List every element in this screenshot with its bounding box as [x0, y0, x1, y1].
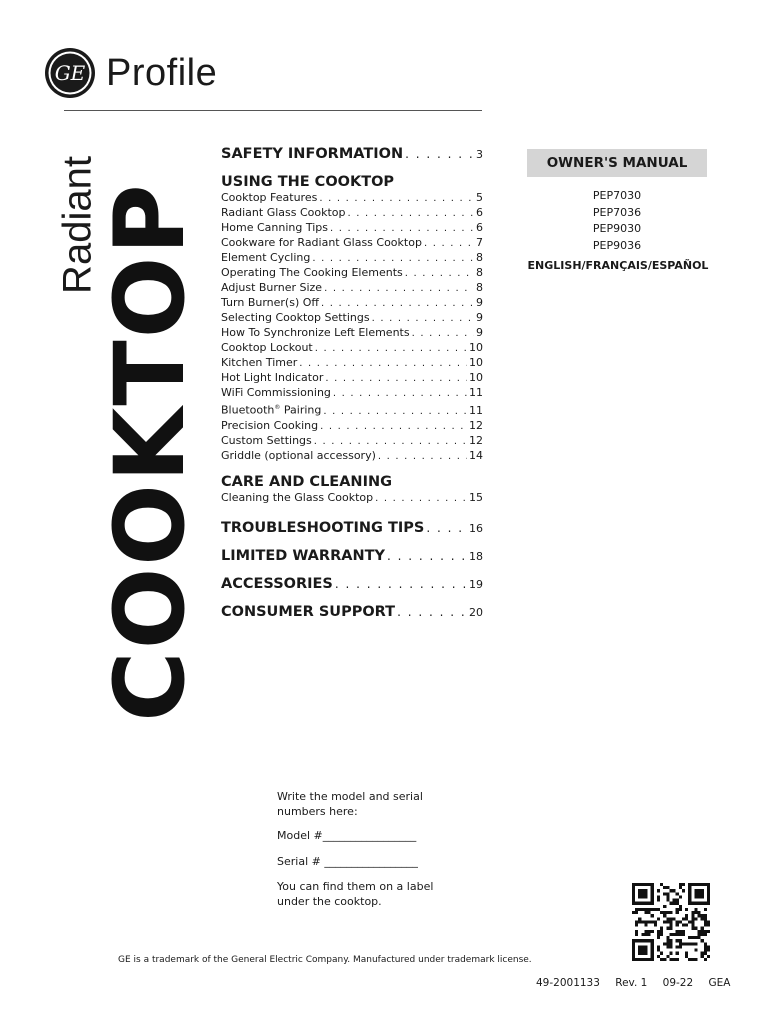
languages-label: ENGLISH/FRANÇAIS/ESPAÑOL: [527, 259, 709, 272]
registered-mark: ®: [274, 404, 281, 411]
toc-entry-label: Radiant Glass Cooktop: [221, 206, 346, 219]
toc-entry[interactable]: [221, 266, 483, 281]
toc-support[interactable]: [221, 604, 483, 620]
toc-page-number: 10: [469, 341, 483, 354]
qr-code-icon: [632, 883, 710, 961]
toc-page-number: 10: [469, 371, 483, 384]
leader-dots: [312, 252, 474, 266]
toc-entry[interactable]: [221, 281, 483, 296]
leader-dots: [405, 147, 474, 161]
serial-field: Serial # _________________: [277, 854, 418, 868]
note-instruction: Write the model and serial numbers here:: [277, 790, 423, 818]
toc-entry-label: WiFi Commissioning: [221, 386, 331, 399]
leader-dots: [330, 222, 474, 236]
toc-page-number: 14: [469, 448, 483, 462]
toc-page-number: 6: [476, 206, 483, 219]
toc-entry[interactable]: [221, 251, 483, 266]
toc-page-number: 8: [476, 266, 483, 279]
toc-entry[interactable]: [221, 311, 483, 326]
toc-page-number: 7: [476, 236, 483, 249]
toc-using: [221, 174, 483, 464]
cooktop-label: COOKTOP: [94, 182, 206, 722]
owners-manual-label: OWNER'S MANUAL: [527, 149, 707, 177]
toc-entry-label: Cookware for Radiant Glass Cooktop: [221, 236, 422, 249]
leader-dots: [321, 297, 474, 311]
serial-number-note: [277, 790, 507, 909]
toc-entry-label: Kitchen Timer: [221, 356, 298, 369]
toc-entry[interactable]: [221, 449, 483, 464]
toc-page-number: 9: [476, 296, 483, 309]
leader-dots: [397, 605, 467, 619]
table-of-contents: [221, 146, 483, 620]
toc-page-number: 5: [476, 191, 483, 204]
toc-page-number: 16: [469, 521, 483, 535]
toc-section-title: ACCESSORIES: [221, 575, 333, 592]
model-number: PEP7030: [592, 189, 642, 202]
toc-entry[interactable]: [221, 401, 483, 419]
toc-page-number: 11: [469, 403, 483, 417]
toc-page-number: 12: [469, 433, 483, 447]
toc-page-number: 20: [469, 605, 483, 619]
leader-dots: [314, 435, 467, 449]
leader-dots: [378, 450, 467, 464]
note-hint: You can find them on a label under the cooktop.: [277, 880, 434, 908]
header-divider: [64, 110, 482, 111]
leader-dots: [375, 492, 467, 506]
toc-page-number: 3: [476, 148, 483, 161]
leader-dots: [426, 521, 467, 535]
brand-name: Profile: [106, 51, 218, 94]
toc-section-title: TROUBLESHOOTING TIPS: [221, 519, 425, 536]
toc-page-number: 9: [476, 326, 483, 339]
toc-care: [221, 474, 483, 506]
toc-page-number: 19: [469, 577, 483, 591]
leader-dots: [315, 342, 467, 356]
toc-entry[interactable]: [221, 191, 483, 206]
toc-entry[interactable]: [221, 221, 483, 236]
leader-dots: [348, 207, 474, 221]
toc-entry-label: Hot Light Indicator: [221, 371, 324, 384]
toc-entry[interactable]: [221, 419, 483, 434]
toc-entry-label: [221, 401, 321, 418]
leader-dots: [324, 282, 474, 296]
toc-page-number: 8: [476, 281, 483, 294]
toc-entry[interactable]: [221, 371, 483, 386]
leader-dots: [405, 267, 474, 281]
toc-entry-label: How To Synchronize Left Elements: [221, 326, 410, 339]
toc-page-number: 6: [476, 221, 483, 234]
toc-entry-label: Cooktop Lockout: [221, 341, 313, 354]
leader-dots: [372, 312, 474, 326]
toc-page-number: 11: [469, 386, 483, 399]
toc-entry-label: Griddle (optional accessory): [221, 448, 376, 462]
toc-section-title: LIMITED WARRANTY: [221, 547, 385, 564]
model-number: PEP9036: [592, 238, 642, 252]
toc-entry[interactable]: [221, 296, 483, 311]
toc-entry-label: Cleaning the Glass Cooktop: [221, 490, 374, 504]
toc-entry[interactable]: [221, 356, 483, 371]
toc-entry[interactable]: [221, 434, 483, 449]
toc-page-number: 9: [476, 311, 483, 324]
toc-entry-label: Adjust Burner Size: [221, 281, 323, 294]
document-info: [536, 977, 730, 989]
model-number: PEP7036: [592, 205, 642, 219]
toc-entry[interactable]: [221, 341, 483, 356]
leader-dots: [319, 192, 474, 206]
toc-entry[interactable]: [221, 206, 483, 221]
date-code: 09-22: [662, 977, 694, 989]
brand-header: [44, 46, 217, 100]
toc-section-title[interactable]: CARE AND CLEANING: [221, 473, 392, 490]
radiant-label: Radiant: [55, 156, 100, 294]
toc-accessories[interactable]: [221, 576, 483, 592]
toc-entry[interactable]: [221, 491, 483, 506]
toc-entry-label: Turn Burner(s) Off: [221, 296, 319, 309]
toc-entry[interactable]: [221, 236, 483, 251]
leader-dots: [335, 577, 467, 591]
leader-dots: [299, 357, 467, 371]
leader-dots: [424, 237, 474, 251]
toc-entry-label: Custom Settings: [221, 433, 312, 447]
toc-entry-label: Cooktop Features: [221, 191, 318, 204]
toc-entry-label: Precision Cooking: [221, 418, 319, 432]
company-code: GEA: [708, 977, 731, 989]
leader-dots: [320, 420, 467, 434]
toc-entry-label-part: Bluetooth: [221, 403, 275, 417]
toc-section-title: CONSUMER SUPPORT: [221, 603, 396, 620]
toc-entry-label: Element Cycling: [221, 251, 311, 264]
svg-text:GE: GE: [54, 61, 86, 85]
model-list: [527, 188, 707, 254]
toc-section-title[interactable]: USING THE COOKTOP: [221, 174, 395, 190]
leader-dots: [323, 405, 467, 419]
toc-page-number: 15: [469, 490, 483, 504]
toc-page-number: 18: [469, 549, 483, 563]
toc-page-number: 8: [476, 251, 483, 264]
ge-logo-icon: [44, 47, 96, 99]
document-number: 49-2001133: [536, 977, 600, 989]
model-number: PEP9030: [592, 222, 642, 235]
toc-page-number: 12: [469, 418, 483, 432]
toc-entry[interactable]: [221, 326, 483, 341]
toc-entry-label: Home Canning Tips: [221, 221, 329, 234]
toc-safety[interactable]: [221, 146, 483, 162]
model-field: Model #_________________: [277, 829, 417, 842]
toc-page-number: 10: [469, 356, 483, 369]
leader-dots: [333, 387, 467, 401]
toc-entry-list: [221, 191, 483, 464]
toc-entry-label: Selecting Cooktop Settings: [221, 311, 370, 324]
toc-entry-label: Operating The Cooking Elements: [221, 266, 403, 279]
toc-entry[interactable]: [221, 386, 483, 401]
trademark-notice: GE is a trademark of the General Electric Company. Manufactured under trademark license.: [118, 955, 532, 965]
revision: Rev. 1: [615, 977, 648, 989]
toc-section-title: SAFETY INFORMATION: [221, 146, 404, 162]
toc-troubleshooting[interactable]: [221, 520, 483, 536]
toc-entry-label-part: Pairing: [280, 403, 322, 417]
leader-dots: [325, 372, 467, 386]
leader-dots: [387, 549, 467, 563]
leader-dots: [412, 327, 474, 341]
toc-warranty[interactable]: [221, 548, 483, 564]
